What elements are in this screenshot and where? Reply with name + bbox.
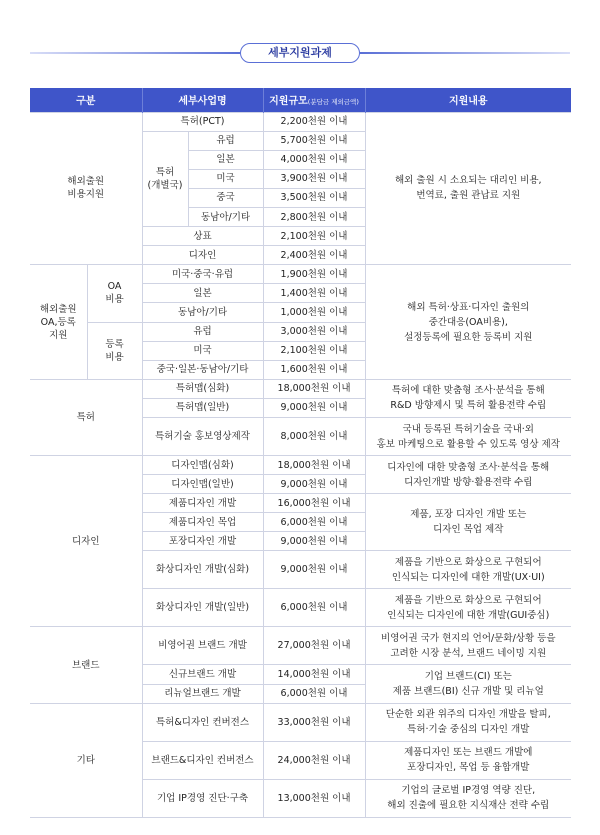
section-title-bar (30, 43, 570, 63)
amount: 1,900천원 이내 (263, 265, 365, 284)
content-text: 특허에 대한 맞춤형 조사·분석을 통해 R&D 방향제시 및 특허 활용전략 수립 (390, 385, 547, 412)
category-brand: 브랜드 (30, 627, 142, 703)
project-name: 특허&디자인 컨버전스 (142, 703, 263, 741)
amount: 5,700천원 이내 (263, 131, 365, 150)
content-text: 제품, 포장 디자인 개발 또는 디자인 목업 제작 (410, 509, 527, 536)
table-header (30, 88, 571, 112)
table-row (30, 703, 571, 741)
project-name: 중국 (188, 188, 263, 207)
support-content (365, 494, 571, 551)
support-content (365, 703, 571, 741)
category-design: 디자인 (30, 456, 142, 627)
amount: 6,000천원 이내 (263, 684, 365, 703)
amount: 14,000천원 이내 (263, 665, 365, 684)
project-name: 제품디자인 개발 (142, 494, 263, 513)
amount: 1,600천원 이내 (263, 360, 365, 379)
project-name: 미국 (188, 169, 263, 188)
content-text: 국내 등록된 특허기술을 국내·외 홍보 마케팅으로 활용할 수 있도록 영상 제작 (376, 423, 560, 450)
header-amount (263, 88, 365, 112)
amount: 2,200천원 이내 (263, 112, 365, 131)
amount: 3,000천원 이내 (263, 322, 365, 341)
project-name: 디자인맵(일반) (142, 475, 263, 494)
content-text: 제품디자인 또는 브랜드 개발에 포장디자인, 목업 등 융합개발 (404, 747, 533, 774)
support-content (365, 589, 571, 627)
project-name: 유럽 (142, 322, 263, 341)
amount: 1,000천원 이내 (263, 303, 365, 322)
amount: 9,000천원 이내 (263, 532, 365, 551)
category-label: 해외출원 비용지원 (67, 176, 105, 201)
project-name: 동남아/기타 (188, 207, 263, 226)
amount: 2,100천원 이내 (263, 341, 365, 360)
subcategory-label: 특허 (개별국) (147, 166, 183, 191)
support-content (365, 265, 571, 380)
support-content (365, 112, 571, 265)
content-text: 비영어권 국가 현지의 언어/문화/상황 등을 고려한 시장 분석, 브랜드 네이밍 지원 (381, 632, 556, 659)
amount: 2,800천원 이내 (263, 207, 365, 226)
content-text: 해외 출원 시 소요되는 대리인 비용, 번역료, 출원 관납료 지원 (394, 175, 542, 202)
project-name: 미국·중국·유럽 (142, 265, 263, 284)
project-name: 일본 (142, 284, 263, 303)
header-content: 지원내용 (365, 88, 571, 112)
support-content (365, 551, 571, 589)
amount: 16,000천원 이내 (263, 494, 365, 513)
project-name: 디자인맵(심화) (142, 456, 263, 475)
project-name: 중국·일본·동남아/기타 (142, 360, 263, 379)
content-text: 디자인에 대한 맞춤형 조사·분석을 통해 디자인개발 방향·활용전략 수립 (387, 461, 550, 488)
amount: 3,900천원 이내 (263, 169, 365, 188)
support-content (365, 418, 571, 456)
project-name: 리뉴얼브랜드 개발 (142, 684, 263, 703)
table-row (30, 379, 571, 398)
amount: 24,000천원 이내 (263, 741, 365, 779)
amount: 8,000천원 이내 (263, 418, 365, 456)
table-row (30, 456, 571, 475)
amount: 2,400천원 이내 (263, 246, 365, 265)
table-row (30, 627, 571, 665)
project-name: 특허맵(심화) (142, 379, 263, 398)
support-content (365, 779, 571, 817)
header-amount-main: 지원규모 (269, 96, 308, 108)
category-oa-registration (30, 265, 87, 380)
content-text: 기업의 글로벌 IP경영 역량 진단, 해외 진출에 필요한 지식재산 전략 수립 (387, 785, 550, 812)
subcategory-patent-country (142, 131, 188, 226)
project-name: 화상디자인 개발(심화) (142, 551, 263, 589)
title-line-right (360, 52, 570, 54)
project-name: 디자인 (142, 246, 263, 265)
support-table (30, 88, 571, 818)
category-overseas-filing (30, 112, 142, 265)
content-text: 기업 브랜드(CI) 또는 제품 브랜드(BI) 신규 개발 및 리뉴얼 (392, 671, 544, 698)
support-content (365, 627, 571, 665)
amount: 9,000천원 이내 (263, 551, 365, 589)
section-title: 세부지원과제 (240, 43, 360, 63)
header-category: 구분 (30, 88, 142, 112)
project-name: 특허(PCT) (142, 112, 263, 131)
subcategory-registration (87, 322, 142, 379)
project-name: 브랜드&디자인 컨버전스 (142, 741, 263, 779)
amount: 18,000천원 이내 (263, 456, 365, 475)
support-content (365, 456, 571, 494)
content-text: 제품을 기반으로 화상으로 구현되어 인식되는 디자인에 대한 개발(GUI중심) (387, 594, 550, 621)
project-name: 기업 IP경영 진단·구축 (142, 779, 263, 817)
amount: 3,500천원 이내 (263, 188, 365, 207)
amount: 4,000천원 이내 (263, 150, 365, 169)
support-content (365, 665, 571, 703)
amount: 9,000천원 이내 (263, 475, 365, 494)
subcategory-label: OA 비용 (105, 281, 124, 306)
project-name: 특허기술 홍보영상제작 (142, 418, 263, 456)
category-patent: 특허 (30, 379, 142, 455)
project-name: 화상디자인 개발(일반) (142, 589, 263, 627)
project-name: 비영어권 브랜드 개발 (142, 627, 263, 665)
amount: 27,000천원 이내 (263, 627, 365, 665)
project-name: 동남아/기타 (142, 303, 263, 322)
amount: 1,400천원 이내 (263, 284, 365, 303)
project-name: 특허맵(일반) (142, 398, 263, 417)
amount: 13,000천원 이내 (263, 779, 365, 817)
content-text: 단순한 외관 위주의 디자인 개발을 탈피, 특허·기술 중심의 디자인 개발 (385, 709, 551, 736)
project-name: 포장디자인 개발 (142, 532, 263, 551)
amount: 18,000천원 이내 (263, 379, 365, 398)
header-amount-sub: (분담금 제외금액) (307, 98, 359, 107)
amount: 6,000천원 이내 (263, 589, 365, 627)
amount: 33,000천원 이내 (263, 703, 365, 741)
project-name: 상표 (142, 227, 263, 246)
table-row (30, 112, 571, 131)
support-content (365, 379, 571, 417)
subcategory-label: 등록 비용 (105, 338, 124, 363)
project-name: 신규브랜드 개발 (142, 665, 263, 684)
amount: 2,100천원 이내 (263, 227, 365, 246)
support-content (365, 741, 571, 779)
category-etc: 기타 (30, 703, 142, 817)
title-line-left (30, 52, 240, 54)
content-text: 제품을 기반으로 화상으로 구현되어 인식되는 디자인에 대한 개발(UX·UI) (391, 556, 545, 583)
category-label: 해외출원 OA,등록 지원 (39, 303, 77, 341)
amount: 6,000천원 이내 (263, 513, 365, 532)
project-name: 미국 (142, 341, 263, 360)
header-project: 세부사업명 (142, 88, 263, 112)
project-name: 유럽 (188, 131, 263, 150)
amount: 9,000천원 이내 (263, 398, 365, 417)
table-row (30, 265, 571, 284)
project-name: 일본 (188, 150, 263, 169)
subcategory-oa (87, 265, 142, 322)
content-text: 해외 특허·상표·디자인 출원의 중간대응(OA비용), 설정등록에 필요한 등록비 지원 (404, 301, 533, 343)
project-name: 제품디자인 목업 (142, 513, 263, 532)
